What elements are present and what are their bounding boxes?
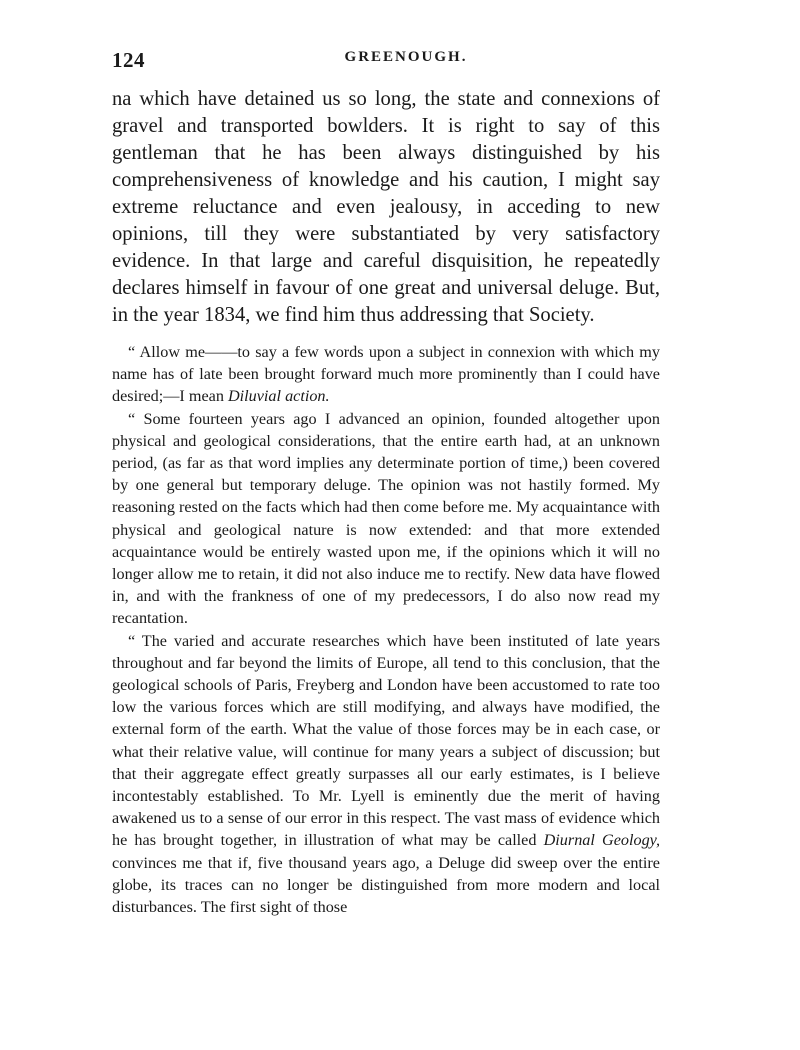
quote-paragraph-3-text-a: “ The varied and accurate researches which have been instituted of late years throughout and far beyond the limits of Europe, all tend to this conclusion, that the geological schools of Paris, Freyberg and London have been accustomed to rate too low the various forces which are still modifying, and always have modified, the external form of the earth. What the value of those forces may be in each case, or what their relative value, will continue for many years a subject of discussion; but that their aggregate effect greatly surpasses all our early estimates, is I believe incontestably established. To Mr. Lyell is eminently due the merit of having awakened us to a sense of our error in this respect. The vast mass of evidence which he has brought together, in illustration of what may be called	[112, 631, 660, 850]
main-paragraph: na which have detained us so long, the state and connexions of gravel and transported bowlders. It is right to say of this gentleman that he has been always distinguished by his comprehensiveness of knowledge and his caution, I might say extreme reluctance and even jealousy, in acceding to new opinions, till they were substantiated by very satisfactory evidence. In that large and careful disquisition, he repeatedly declares himself in favour of one great and universal deluge. But, in the year 1834, we find him thus addressing that Society.	[112, 88, 660, 326]
quote-italic-diurnal: Diurnal Geology,	[543, 831, 661, 850]
running-head: GREENOUGH.	[344, 49, 468, 65]
block-quote	[112, 341, 660, 918]
book-page	[112, 40, 660, 918]
quote-paragraph-1-text: “ Allow me——to say a few words upon a subject in connexion with which my name has of late been brought forward much more prominently than I could have desired;—I mean	[112, 343, 660, 406]
quote-italic-diluvial: Diluvial action.	[227, 387, 330, 406]
quote-paragraph-3	[112, 630, 660, 919]
page-number: 124	[112, 48, 145, 72]
quote-paragraph-2: “ Some fourteen years ago I advanced an opinion, founded altogether upon physical and geological considerations, that the entire earth had, at an unknown period, (as far as that word implies any determinate portion of time,) been covered by one general but temporary deluge. The opinion was not hastily formed. My reasoning rested on the facts which had then come before me. My acquaintance with physical and geological nature is now extended: and that more extended acquaintance would be entirely wasted upon me, if the opinions which it will no longer allow me to retain, it did not also induce me to rectify. New data have flowed in, and with the frankness of one of my predecessors, I do also now read my recantation.	[112, 409, 660, 628]
quote-paragraph-1	[112, 341, 660, 408]
page-header	[112, 40, 660, 76]
quote-paragraph-3-text-b: convinces me that if, five thousand years ago, a Deluge did sweep over the entire globe, its traces can no longer be distinguished from more modern and local disturbances. The first sight of those	[112, 853, 660, 917]
